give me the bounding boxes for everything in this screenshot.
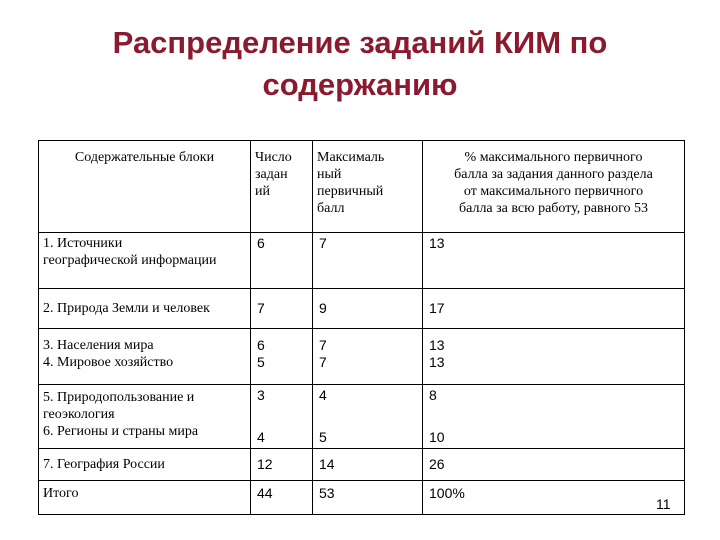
cell-percent [423, 481, 685, 515]
cell-percent-value: 13 [429, 354, 445, 370]
table-row [39, 385, 685, 449]
cell-count-value: 5 [257, 354, 265, 370]
header-count-line: задан [255, 167, 288, 182]
cell-percent-value: 100% [429, 485, 465, 501]
cell-percent [423, 449, 685, 481]
cell-blocks-line: 4. Мировое хозяйство [43, 355, 174, 370]
cell-blocks-line: Итого [43, 486, 79, 501]
cell-count-value: 7 [257, 300, 265, 316]
cell-max-value: 4 [319, 387, 327, 403]
cell-blocks [39, 233, 251, 289]
cell-max [313, 449, 423, 481]
cell-percent [423, 329, 685, 385]
header-percent-line: балла за всю работу, равного 53 [459, 201, 648, 216]
cell-max [313, 233, 423, 289]
cell-percent-value: 13 [429, 235, 445, 251]
cell-count-value: 44 [257, 485, 273, 501]
cell-max-value: 14 [319, 456, 335, 472]
kim-distribution-table [38, 140, 685, 515]
cell-blocks-line: 5. Природопользование и [43, 390, 195, 405]
header-count [251, 141, 313, 233]
header-max-line: первичный [317, 184, 384, 199]
cell-percent [423, 289, 685, 329]
cell-blocks-line: 2. Природа Земли и человек [43, 301, 210, 316]
cell-count-value: 6 [257, 337, 265, 353]
header-percent-line: % максимального первичного [464, 150, 643, 165]
cell-blocks [39, 289, 251, 329]
header-percent-line: балла за задания данного раздела [454, 167, 653, 182]
header-max-line: ный [317, 167, 342, 182]
cell-count [251, 449, 313, 481]
header-percent-line: от максимального первичного [463, 184, 644, 199]
cell-count [251, 289, 313, 329]
header-max-line: Максималь [317, 150, 385, 165]
cell-count-value: 3 [257, 387, 265, 403]
slide-title-line-2: содержанию [262, 67, 458, 102]
header-blocks [39, 141, 251, 233]
cell-blocks-line: географической информации [43, 253, 217, 268]
cell-max [313, 481, 423, 515]
cell-percent [423, 385, 685, 449]
cell-max-value: 7 [319, 337, 327, 353]
cell-blocks-line: 3. Населения мира [43, 338, 154, 353]
cell-count [251, 385, 313, 449]
cell-count [251, 481, 313, 515]
header-max-line: балл [317, 201, 345, 216]
header-blocks-label: Содержательные блоки [74, 150, 215, 165]
table-header-row [39, 141, 685, 233]
cell-blocks-line: 1. Источники [43, 236, 123, 251]
table-row [39, 329, 685, 385]
cell-blocks-line: геоэкология [43, 407, 115, 422]
cell-percent-value: 10 [429, 429, 445, 445]
cell-max-value: 9 [319, 300, 327, 316]
slide-title [0, 22, 720, 106]
cell-max-value: 53 [319, 485, 335, 501]
cell-count-value: 12 [257, 456, 273, 472]
cell-percent-value: 17 [429, 300, 445, 316]
table-row [39, 449, 685, 481]
cell-count-value: 6 [257, 235, 265, 251]
cell-blocks-line: 6. Регионы и страны мира [43, 424, 199, 439]
cell-percent-value: 13 [429, 337, 445, 353]
cell-max [313, 385, 423, 449]
cell-blocks [39, 385, 251, 449]
page-number: 11 [656, 496, 671, 512]
cell-blocks-line: 7. География России [43, 457, 165, 472]
table-row [39, 481, 685, 515]
cell-count-value: 4 [257, 429, 265, 445]
cell-blocks [39, 329, 251, 385]
table-row [39, 233, 685, 289]
cell-max [313, 329, 423, 385]
cell-max-value: 7 [319, 235, 327, 251]
header-max [313, 141, 423, 233]
cell-blocks [39, 449, 251, 481]
cell-blocks [39, 481, 251, 515]
table-row [39, 289, 685, 329]
header-count-line: Число [255, 150, 292, 165]
header-count-line: ий [255, 184, 270, 199]
cell-max-value: 5 [319, 429, 327, 445]
cell-count [251, 233, 313, 289]
cell-max [313, 289, 423, 329]
cell-percent-value: 8 [429, 387, 437, 403]
cell-percent [423, 233, 685, 289]
cell-percent-value: 26 [429, 456, 445, 472]
cell-count [251, 329, 313, 385]
slide-title-line-1: Распределение заданий КИМ по [112, 25, 608, 60]
header-percent [423, 141, 685, 233]
cell-max-value: 7 [319, 354, 327, 370]
